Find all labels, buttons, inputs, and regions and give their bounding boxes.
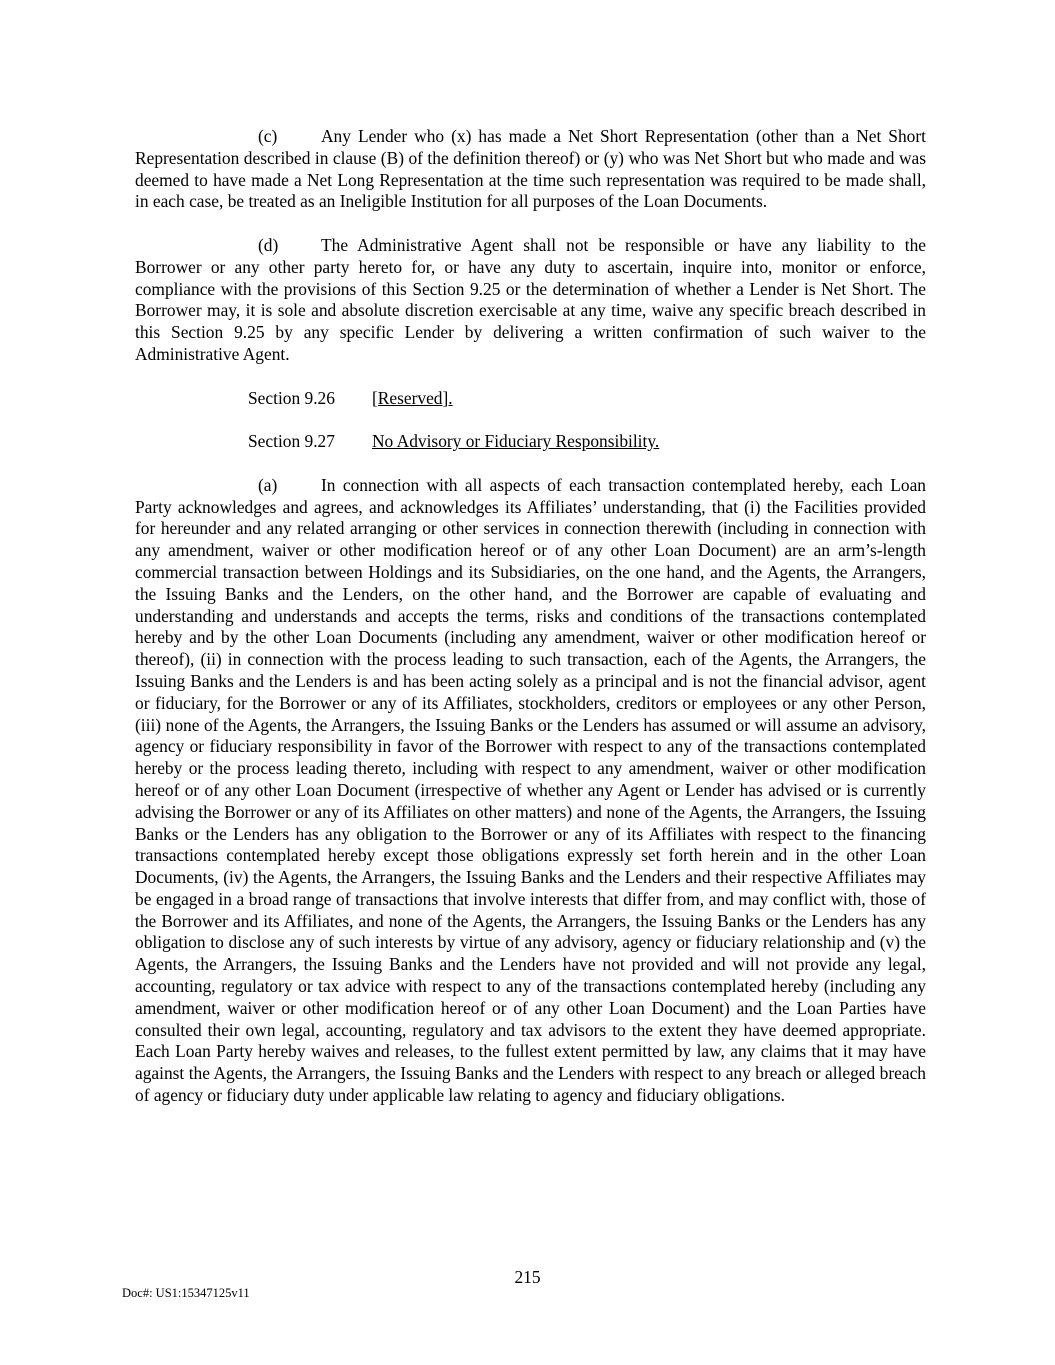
paragraph-a-label: (a) bbox=[258, 474, 278, 495]
document-id: Doc#: US1:15347125v11 bbox=[122, 1286, 250, 1300]
paragraph-a-text: In connection with all aspects of each transaction contemplated hereby, each Loan Party acknowledges and agrees, and acknowledges its Affiliates’ understanding, that (i) the Facilities provided for hereunder and any related arranging or other services in connection therewith (including in connection with any amendment, waiver or other modification hereof or of any other Loan Document) are an arm’s-length commercial transaction between Holdings and its Subsidiaries, on the one hand, and the Agents, the Arrangers, the Issuing Banks and the Lenders, on the other hand, and the Borrower are capable of evaluating and understanding and understands and accepts the terms, risks and conditions of the transactions contemplated hereby and by the other Loan Documents (including any amendment, waiver or other modification hereof or thereof), (ii) in connection with the process leading to such transaction, each of the Agents, the Arrangers, the Issuing Banks and the Lenders is and has been acting solely as a principal and is not the financial advisor, agent or fiduciary, for the Borrower or any of its Affiliates, stockholders, creditors or employees or any other Person, (iii) none of the Agents, the Arrangers, the Issuing Banks or the Lenders has assumed or will assume an advisory, agency or fiduciary responsibility in favor of the Borrower with respect to any of the transactions contemplated hereby or the process leading thereto, including with respect to any amendment, waiver or other modification hereof or of any other Loan Document (irrespective of whether any Agent or Lender has advised or is currently advising the Borrower or any of its Affiliates on other matters) and none of the Agents, the Arrangers, the Issuing Banks or the Lenders has any obligation to the Borrower or any of its Affiliates with respect to the financing transactions contemplated hereby except those obligations expressly set forth herein and in the other Loan Documents, (iv) the Agents, the Arrangers, the Issuing Banks and the Lenders and their respective Affiliates may be engaged in a broad range of transactions that involve interests that differ from, and may conflict with, those of the Borrower and its Affiliates, and none of the Agents, the Arrangers, the Issuing Banks or the Lenders has any obligation to disclose any of such interests by virtue of any advisory, agency or fiduciary relationship and (v) the Agents, the Arrangers, the Issuing Banks and the Lenders have not provided and will not provide any legal, accounting, regulatory or tax advice with respect to any of the transactions contemplated hereby (including any amendment, waiver or other modification hereof or of any other Loan Document) and the Loan Parties have consulted their own legal, accounting, regulatory and tax advisors to the extent they have deemed appropriate. Each Loan Party hereby waives and releases, to the fullest extent permitted by law, any claims that it may have against the Agents, the Arrangers, the Issuing Banks and the Lenders with respect to any breach or alleged breach of agency or fiduciary duty under applicable law relating to agency and fiduciary obligations. bbox=[135, 474, 926, 1106]
section-9-26-heading bbox=[248, 388, 926, 410]
paragraph-a bbox=[135, 475, 926, 1107]
paragraph-d-text: The Administrative Agent shall not be responsible or have any liability to the Borrower or any other party hereto for, or have any duty to ascertain, inquire into, monitor or enforce, compliance with the provisions of this Section 9.25 or the determination of whether a Lender is Net Short. The Borrower may, it is sole and absolute discretion exercisable at any time, waive any specific breach described in this Section 9.25 by any specific Lender by delivering a written confirmation of such waiver to the Administrative Agent. bbox=[135, 234, 926, 364]
paragraph-d-label: (d) bbox=[258, 234, 279, 255]
paragraph-c-text: Any Lender who (x) has made a Net Short Representation (other than a Net Short Representation described in clause (B) of the definition thereof) or (y) who was Net Short but who made and was deemed to have made a Net Long Representation at the time such representation was required to be made shall, in each case, be treated as an Ineligible Institution for all purposes of the Loan Documents. bbox=[135, 126, 926, 212]
document-body bbox=[135, 126, 926, 1129]
section-9-26-title: [Reserved]. bbox=[372, 387, 453, 408]
paragraph-d bbox=[135, 235, 926, 366]
section-9-27-number: Section 9.27 bbox=[248, 431, 335, 452]
section-9-27-title: No Advisory or Fiduciary Responsibility. bbox=[372, 431, 660, 452]
paragraph-c bbox=[135, 126, 926, 213]
section-9-27-heading bbox=[248, 431, 926, 453]
paragraph-c-label: (c) bbox=[258, 126, 278, 146]
section-9-26-number: Section 9.26 bbox=[248, 387, 335, 408]
page-number: 215 bbox=[514, 1267, 541, 1287]
